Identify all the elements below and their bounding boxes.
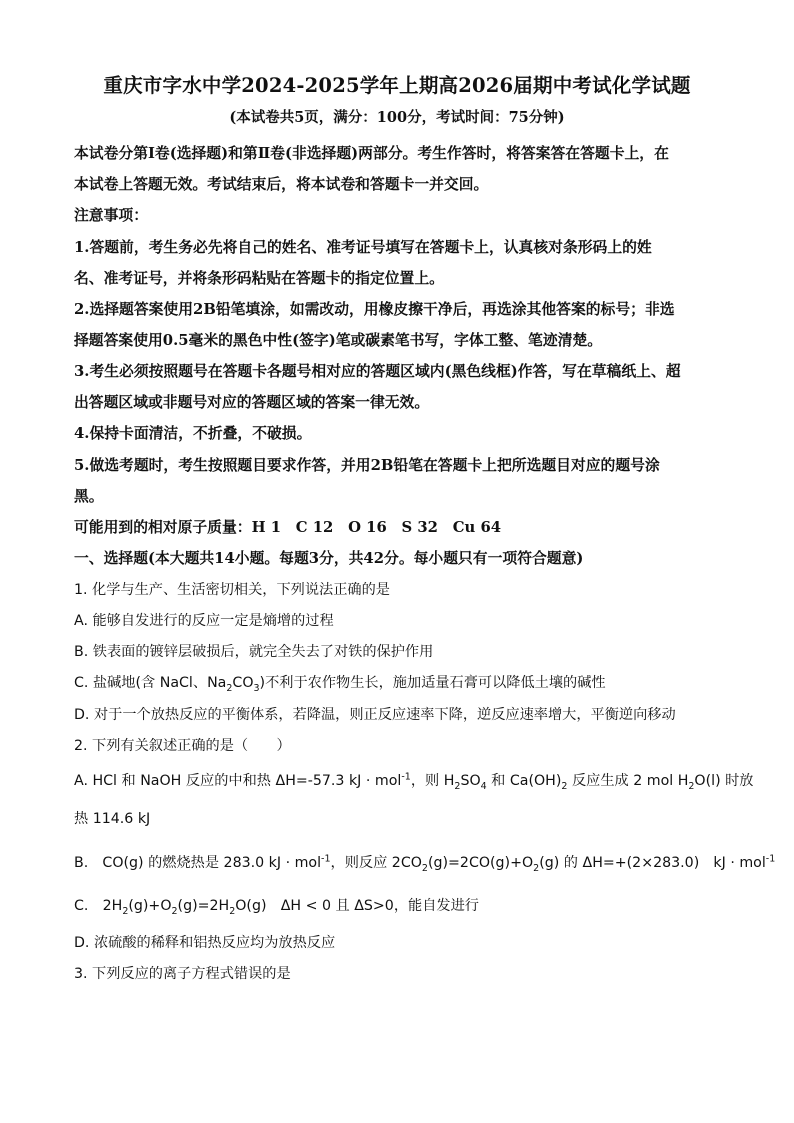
page-title: 重庆市字水中学2024-2025学年上期高2026届期中考试化学试题: [103, 74, 691, 97]
note-line-7: 4.保持卡面清洁，不折叠，不破损。: [74, 425, 312, 442]
section-heading: 一、选择题(本大题共14小题。每题3分，共42分。每小题只有一项符合题意): [74, 550, 584, 567]
q2-option-a-cont: 热 114.6 kJ: [74, 811, 151, 827]
note-line-5: 3.考生必须按照题号在答题卡各题号相对应的答题区域内(黑色线框)作答，写在草稿纸上、超: [74, 363, 681, 380]
q1-option-c: C. 盐碱地(含 NaCl、$Na_2CO_3$)不利于农作物生长，施加适量石膏可以降低土壤的碱性: [74, 675, 606, 694]
q1-option-d: D. 对于一个放热反应的平衡体系，若降温，则正反应速率下降，逆反应速率增大，平衡逆向移动: [74, 707, 676, 723]
q1-option-b: B. 铁表面的镀锌层破损后，就完全失去了对铁的保护作用: [74, 644, 434, 660]
q1-option-a: A. 能够自发进行的反应一定是熵增的过程: [74, 613, 334, 629]
note-line-8: 5.做选考题时，考生按照题目要求作答，并用2B铅笔在答题卡上把所选题目对应的题号涂: [74, 457, 660, 474]
note-line-2: 名、准考证号，并将条形码粘贴在答题卡的指定位置上。: [74, 270, 444, 287]
note-line-4: 择题答案使用0.5毫米的黑色中性(签字)笔或碳素笔书写，字体工整、笔迹清楚。: [74, 332, 603, 349]
note-line-3: 2.选择题答案使用2B铅笔填涂，如需改动，用橡皮擦干净后，再选涂其他答案的标号；非选: [74, 301, 675, 318]
notes-heading: 注意事项：: [74, 207, 148, 224]
q1-stem: 1. 化学与生产、生活密切相关，下列说法正确的是: [74, 582, 390, 598]
note-line-1: 1.答题前，考生务必先将自己的姓名、准考证号填写在答题卡上，认真核对条形码上的姓: [74, 239, 652, 256]
q2-option-d: D. 浓硫酸的稀释和铝热反应均为放热反应: [74, 935, 336, 951]
note-line-9: 黑。: [74, 488, 104, 505]
atomic-masses: 可能用到的相对原子质量：H 1 C 12 O 16 S 32 Cu 64: [74, 519, 502, 536]
q2-option-a: A. HCl 和 NaOH 反应的中和热 ΔH=-57.3 kJ · mol$^{-1}$，则 $H_2SO_4$ 和 $Ca(OH)_2$ 反应生成 2 mol $H_2O(l)$ 时放: [74, 771, 754, 792]
exam-info: (本试卷共5页，满分：100分，考试时间：75分钟): [229, 109, 565, 126]
q2-option-c: C. $2H_2(g)+O_2(g)=2H_2O(g)$ ΔH < 0 且 ΔS>0，能自发进行: [74, 898, 479, 917]
intro-line-1: 本试卷分第Ⅰ卷(选择题)和第Ⅱ卷(非选择题)两部分。考生作答时，将答案答在答题卡上，在: [74, 145, 669, 162]
q2-stem: 2. 下列有关叙述正确的是（ ）: [74, 738, 291, 754]
q2-option-b: B. CO(g) 的燃烧热是 283.0 kJ · mol$^{-1}$，则反应 $2CO_2(g)=2CO(g)+O_2(g)$ 的 ΔH=+(2×283.0) kJ · mol$^{-1}$: [74, 853, 776, 874]
intro-line-2: 本试卷上答题无效。考试结束后，将本试卷和答题卡一并交回。: [74, 176, 489, 193]
q3-stem: 3. 下列反应的离子方程式错误的是: [74, 966, 291, 982]
note-line-6: 出答题区域或非题号对应的答题区域的答案一律无效。: [74, 394, 430, 411]
